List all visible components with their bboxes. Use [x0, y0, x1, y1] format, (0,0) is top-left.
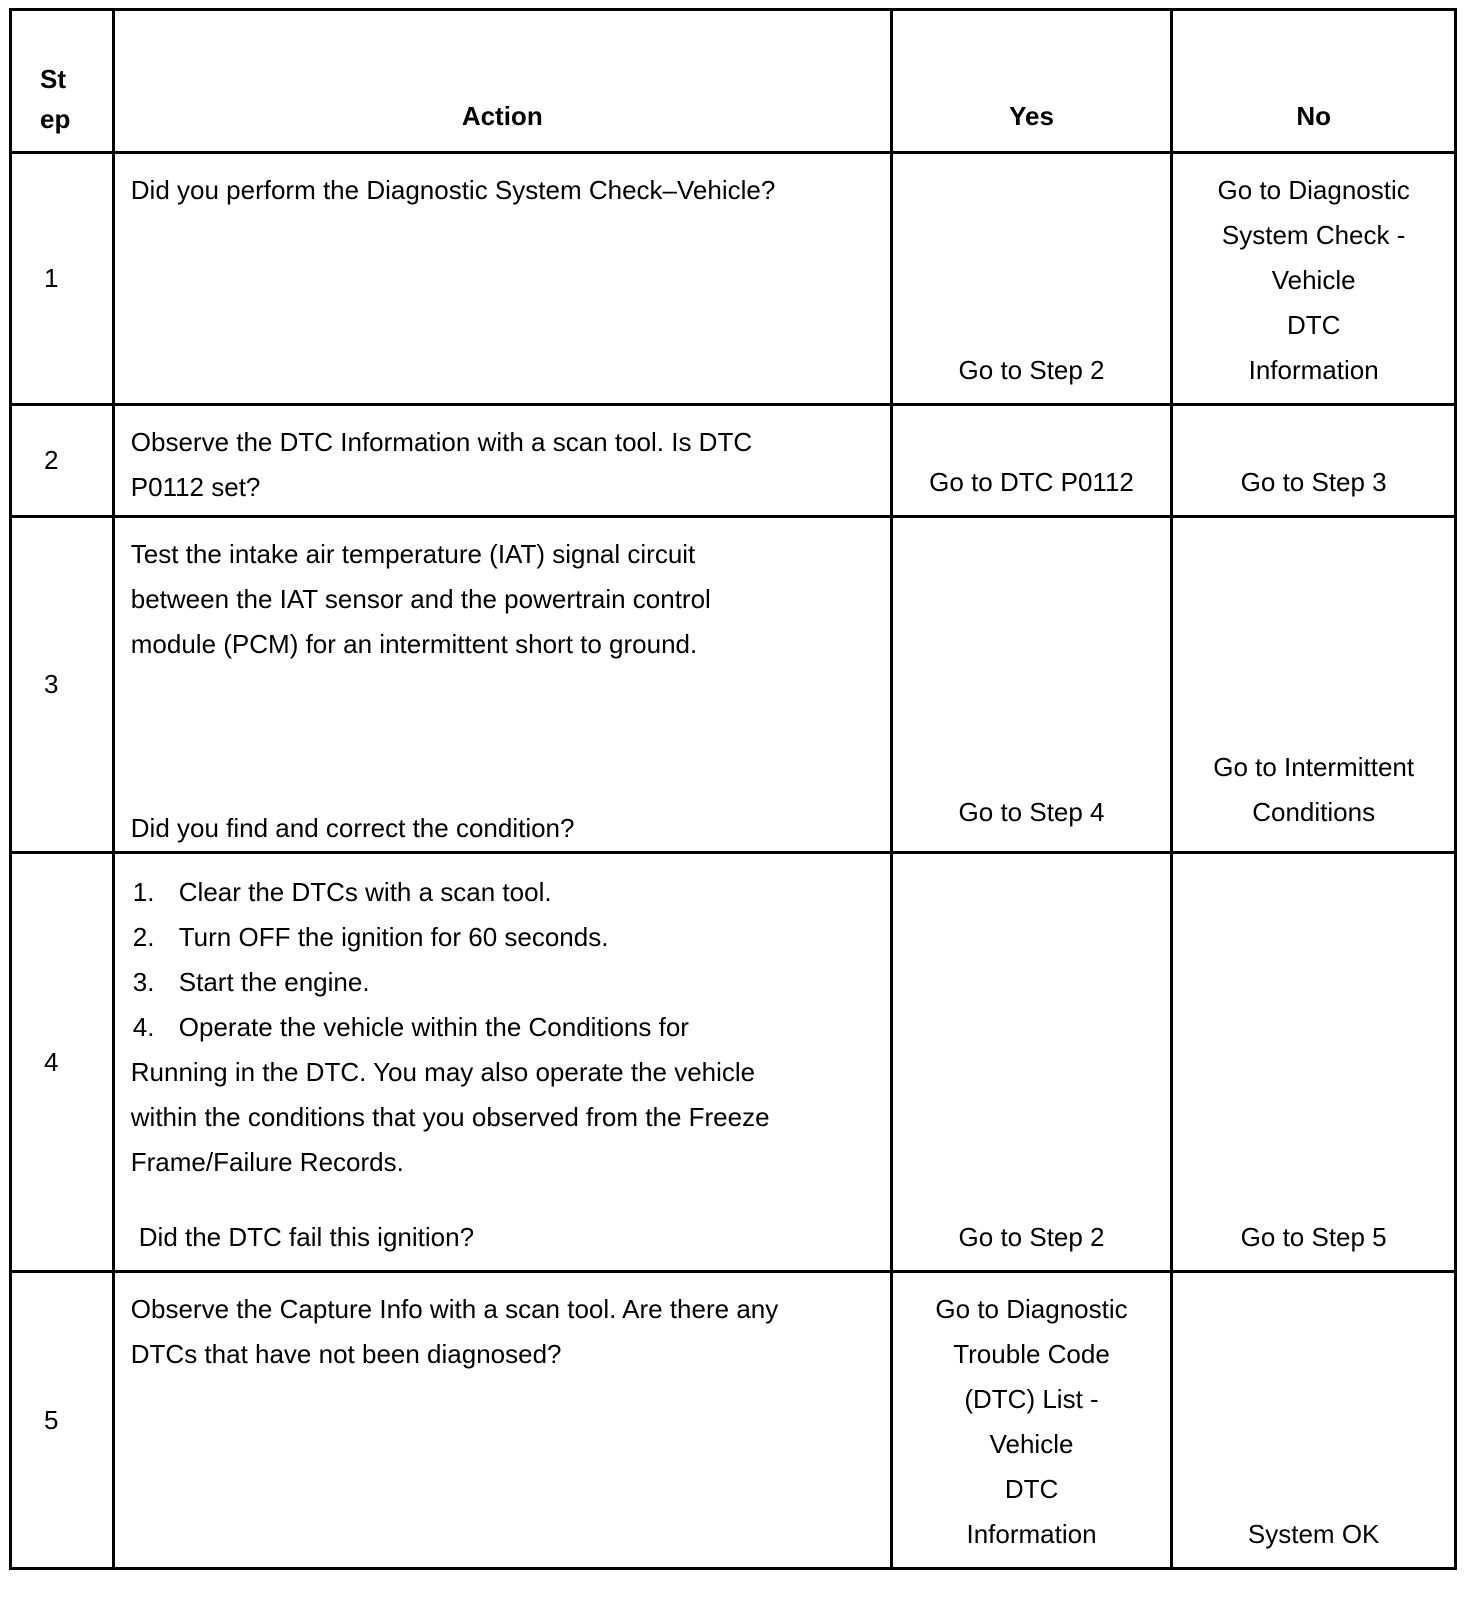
diagnostic-table: [9, 8, 1457, 1570]
list-text: Turn OFF the ignition for 60 seconds.: [178, 922, 609, 952]
yes-result: [891, 517, 1172, 853]
yes-line: Go to Diagnostic: [935, 1294, 1128, 1324]
list-number: 4.: [132, 1012, 155, 1042]
list-item: [131, 1005, 872, 1050]
action-line: module (PCM) for an intermittent short to ground.: [130, 629, 698, 659]
action-line: Observe the Capture Info with a scan tool. Are there any: [130, 1294, 779, 1324]
yes-line: DTC: [1004, 1474, 1059, 1504]
no-line: Vehicle: [1271, 265, 1356, 295]
step-number: 3: [11, 517, 114, 853]
step-number: 5: [11, 1272, 114, 1569]
yes-result: [891, 153, 1172, 405]
no-result: [1172, 153, 1456, 405]
table-row: [11, 153, 1456, 405]
no-line: Conditions: [1252, 797, 1376, 827]
action-line: DTCs that have not been diagnosed?: [130, 1339, 562, 1369]
header-step-line1: St: [40, 64, 66, 94]
header-step-line2: ep: [40, 104, 71, 134]
yes-result: [891, 1272, 1172, 1569]
no-line: Go to Step 5: [1240, 1222, 1387, 1252]
yes-result: [891, 405, 1172, 517]
list-item: [131, 870, 872, 915]
action-line: Frame/Failure Records.: [130, 1147, 404, 1177]
step-number: 2: [11, 405, 114, 517]
yes-line: Go to Step 2: [958, 355, 1105, 385]
no-result: [1172, 517, 1456, 853]
no-line: Go to Step 3: [1240, 467, 1387, 497]
action-text: [113, 153, 891, 405]
list-item: [131, 915, 872, 960]
action-question: Did the DTC fail this ignition?: [138, 1222, 475, 1252]
no-line: Go to Intermittent: [1213, 752, 1415, 782]
step-number: 4: [11, 853, 114, 1272]
action-question: Did you find and correct the condition?: [130, 813, 575, 843]
header-action: Action: [113, 10, 891, 153]
table-row: [11, 517, 1456, 853]
list-number: 1.: [132, 877, 155, 907]
table-row: [11, 405, 1456, 517]
yes-line: Vehicle: [989, 1429, 1074, 1459]
table-row: [11, 853, 1456, 1272]
header-no: No: [1172, 10, 1456, 153]
list-item: [131, 960, 872, 1005]
table-row: [11, 1272, 1456, 1569]
list-text: Operate the vehicle within the Conditions for: [178, 1012, 689, 1042]
yes-line: (DTC) List -: [964, 1384, 1099, 1414]
list-number: 2.: [132, 922, 155, 952]
list-text: Clear the DTCs with a scan tool.: [178, 877, 552, 907]
action-text: [113, 405, 891, 517]
action-text: [113, 517, 891, 853]
action-text: [113, 853, 891, 1272]
yes-line: Go to DTC P0112: [929, 467, 1134, 497]
no-result: [1172, 1272, 1456, 1569]
no-line: System OK: [1247, 1519, 1380, 1549]
list-text: Start the engine.: [178, 967, 370, 997]
no-result: [1172, 853, 1456, 1272]
header-row: [11, 10, 1456, 153]
no-line: System Check -: [1221, 220, 1406, 250]
yes-line: Go to Step 2: [958, 1222, 1105, 1252]
action-line: P0112 set?: [130, 472, 261, 502]
action-line: Observe the DTC Information with a scan tool. Is DTC: [130, 427, 753, 457]
yes-line: Information: [966, 1519, 1097, 1549]
no-result: [1172, 405, 1456, 517]
header-yes: Yes: [891, 10, 1172, 153]
action-text: [113, 1272, 891, 1569]
action-line: Did you perform the Diagnostic System Check–Vehicle?: [130, 175, 776, 205]
action-line: within the conditions that you observed from the Freeze: [130, 1102, 770, 1132]
no-line: Information: [1248, 355, 1379, 385]
list-number: 3.: [132, 967, 155, 997]
step-number: 1: [11, 153, 114, 405]
no-line: Go to Diagnostic: [1217, 175, 1410, 205]
yes-result: [891, 853, 1172, 1272]
action-line: Test the intake air temperature (IAT) signal circuit: [130, 539, 696, 569]
yes-line: Go to Step 4: [958, 797, 1105, 827]
no-line: DTC: [1286, 310, 1341, 340]
yes-line: Trouble Code: [953, 1339, 1110, 1369]
action-line: between the IAT sensor and the powertrain control: [130, 584, 711, 614]
action-line: Running in the DTC. You may also operate the vehicle: [130, 1057, 756, 1087]
procedure-list: [131, 870, 872, 1050]
header-step: [11, 10, 114, 153]
